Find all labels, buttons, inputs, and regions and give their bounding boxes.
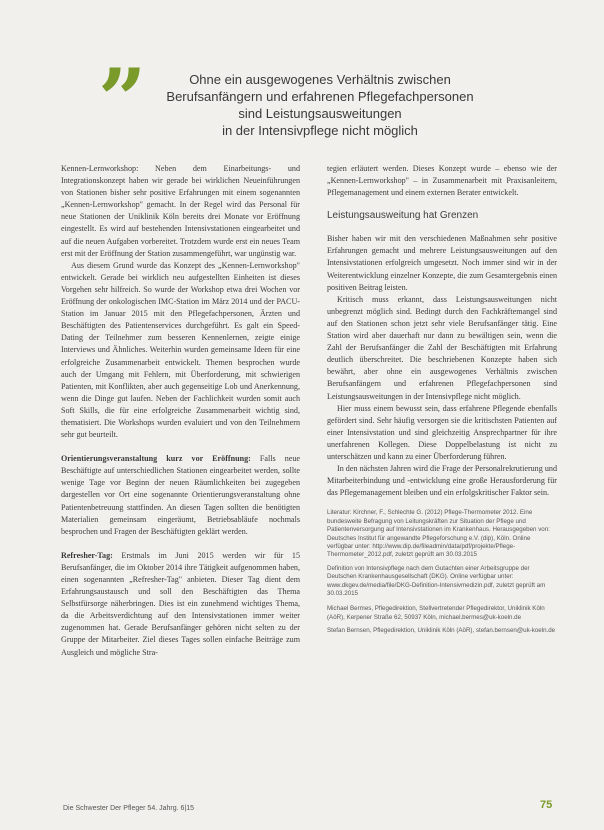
paragraph-text: Falls neue Beschäftigte auf unterschiedlichen Stationen eingearbeitet werden, sollte wenige Tage vor Beginn der neuen Räumlichkeiten bei zugegeben dargestellen vor Ort eine sogenannte Orientierungsveranstaltung ohne Patientenbetreuung stattfinden. An diesen Tagen sollten die benötigten Materialien gemeinsam eingeräumt, Betriebsabläufe nochmals besprochen und Fragen der Beschäftigten geklärt werden. xyxy=(61,454,300,536)
author-info: Michael Bermes, Pflegedirektion, Stellvertretender Pflegedirektor, Uniklinik Köln (AöR), Kerpener Straße 62, 50937 Köln, michael.bermes@uk-koeln.de xyxy=(327,605,545,621)
section-heading: Leistungsausweitung hat Grenzen xyxy=(327,210,479,222)
body-paragraph: In den nächsten Jahren wird die Frage der Personalrekrutierung und Mitarbeiterbindung und -entwicklung eine große Herausforderung für das Pflegemanagement bleiben und ein erfolgskritischer Faktor sein. xyxy=(327,464,557,498)
author-info: Stefan Bernsen, Pflegedirektion, Uniklinik Köln (AöR), stefan.bernsen@uk-koeln.de xyxy=(327,627,556,635)
references xyxy=(327,509,557,635)
quotation-mark-icon: ” xyxy=(98,50,147,149)
body-paragraph: Aus diesem Grund wurde das Konzept des „Kennen-Lernworkshop" entwickelt. Gerade bei wirklich neu aufgestellten Einheiten ist dieses Vorgehen sehr hilfreich. So wurde der Workshop etwa drei Wochen vor Eröffnung der onkologischen IMC-Station im März 2014 und der PACU-Station im Januar 2015 mit den Pflegefachpersonen, Ärzten und Beschäftigten des Patientenservices durchgeführt. Es galt ein Speed-Dating der Teilnehmer zum besseren Kennenlernen, zeigte einige Interviews und Ähnliches. Weiterhin wurden gemeinsame Ideen für eine erfolgreiche Zusammenarbeit entwickelt. Themen besprochen wurde auch der Umgang mit Fehlern, mit Überforderung, mit schwierigen Patienten, mit Konflikten, aber auch gegenseitige Lob und Anerkennung, wenn die Dinge gut laufen. Neben der Fachlichkeit wurden somit auch Soft Skills, die für eine erfolgreiche Zusammenarbeit wichtig sind, thematisiert. Die Workshops wurden evaluiert und von den Teilnehmern sehr gut beurteilt. xyxy=(61,260,300,440)
body-paragraph: tegien erläutert werden. Dieses Konzept wurde – ebenso wie der „Kennen-Lernworkshop" – in Zusammenarbeit mit Praxisanleitern, Pflegemanagement und einem externen Berater entwickelt. xyxy=(327,164,557,198)
reference-item: Literatur: Kirchner, F., Schlechte G. (2012) Pflege-Thermometer 2012. Eine bundesweite Befragung von Leitungskräften zur Situation der Pflege und Patientenversorgung auf Intensivstationen im Krankenhaus. Herausgegeben von: Deutsches Institut für angewandte Pflegeforschung e.V. (dip), Köln. Online verfügbar unter: http://www.dip.de/fileadmin/data/pdf/projekte/Pflege-Thermometer_2012.pdf, zuletzt geprüft am 30.03.2015 xyxy=(327,509,550,559)
journal-footer: Die Schwester Der Pfleger 54. Jahrg. 6|15 xyxy=(63,805,194,812)
left-column xyxy=(61,163,300,659)
paragraph-text: Erstmals im Juni 2015 werden wir für 15 Berufsanfänger, die im Oktober 2014 ihre Tätigkeit aufgenommen haben, einen sogenannten „Refresher-Tag" anbieten. Dieser Tag dient dem Erfahrungsaustausch und soll den Beschäftigten das Thema Selbstfürsorge näherbringen. Dies ist ein zunehmend wichtiges Thema, da die Arbeitsverdichtung auf den Intensivstationen immer weiter zugenommen hat. Gerade Berufsanfänger gehören nicht selten zu der Gruppe der Mitarbeiter. Ziel dieses Tages sollen einfache Beiträge zum Ausgleich und mögliche Stra- xyxy=(61,550,300,657)
pull-quote-line: in der Intensivpflege nicht möglich xyxy=(222,123,418,138)
pull-quote-line: Berufsanfängern und erfahrenen Pflegefachpersonen xyxy=(166,89,474,104)
page-number: 75 xyxy=(540,799,553,811)
pull-quote xyxy=(150,71,490,139)
body-paragraph: Kennen-Lernworkshop: Neben dem Einarbeitungs- und Integrationskonzept haben wir gerade bei wirklichen Neueinführungen von Stationen bisher sehr positive Erfahrungen mit einem sogenannten „Kennen-Lernworkshop" gemacht. In der Regel wird das Personal für neue Stationen der Uniklinik Köln bereits drei Monate vor Eröffnung eingestellt. Es wird auf bestehenden Intensivstationen eingearbeitet und auf die neuen Aufgaben vorbereitet. Trotzdem wurde erst ein neues Team erst mit der Eröffnung der Station zusammengeführt, war ungünstig war. xyxy=(61,164,300,258)
body-paragraph xyxy=(61,550,300,659)
run-in-heading: Refresher-Tag: xyxy=(61,550,113,560)
pull-quote-line: sind Leistungsausweitungen xyxy=(238,106,402,121)
body-paragraph: Bisher haben wir mit den verschiedenen Maßnahmen sehr positive Erfahrungen gemacht und mehrere Leistungsausweitungen auf den Intensivstationen erfolgreich umgesetzt. Noch immer sind wir in der Weiterentwicklung einzelner Konzepte, die zum Gesamtergebnis einen positiven Beitrag leisten. xyxy=(327,234,557,292)
right-column xyxy=(327,163,557,641)
body-paragraph xyxy=(61,453,300,538)
body-paragraph: Hier muss einem bewusst sein, dass erfahrene Pflegende ebenfalls gefördert sind. Sehr häufig versorgen sie die kritischsten Patienten auf einer Intensivstation und sind gleichzeitig Ansprechpartner für ihre unerfahrenen Kollegen. Diese Doppelbelastung ist nicht zu unterschätzen und kann zu einer Überforderung führen. xyxy=(327,403,557,461)
run-in-heading: Orientierungsveranstaltung kurz vor Eröffnung: xyxy=(61,454,251,464)
pull-quote-line: Ohne ein ausgewogenes Verhältnis zwischen xyxy=(189,72,451,87)
reference-item: Definition von Intensivpflege nach dem Gutachten einer Arbeitsgruppe der Deutschen Krankenhausgesellschaft (DKG). Online verfügbar unter: www.dkgev.de/media/file/DKG-Definition-Intensivmedizin.pdf, zuletzt geprüft am 30.03.2015 xyxy=(327,564,546,597)
body-paragraph: Kritisch muss erkannt, dass Leistungsausweitungen nicht unbegrenzt möglich sind. Bedingt durch den Fachkräftemangel sind auf den Stationen schon jetzt sehr viele Berufsanfänger tätig. Eine Station wird aber dauerhaft nur dann zu bewältigen sein, wenn die Zahl der Berufsanfänger die Zahl der Beschäftigten mit Erfahrung deutlich überschreitet. Die beschriebenen Konzepte haben sich bewährt, aber ohne ein ausgewogenes Verhältnis zwischen Berufsanfängern und erfahrenen Pflegefachpersonen sind Leistungsausweitungen in der Intensivpflege nicht möglich. xyxy=(327,294,557,401)
